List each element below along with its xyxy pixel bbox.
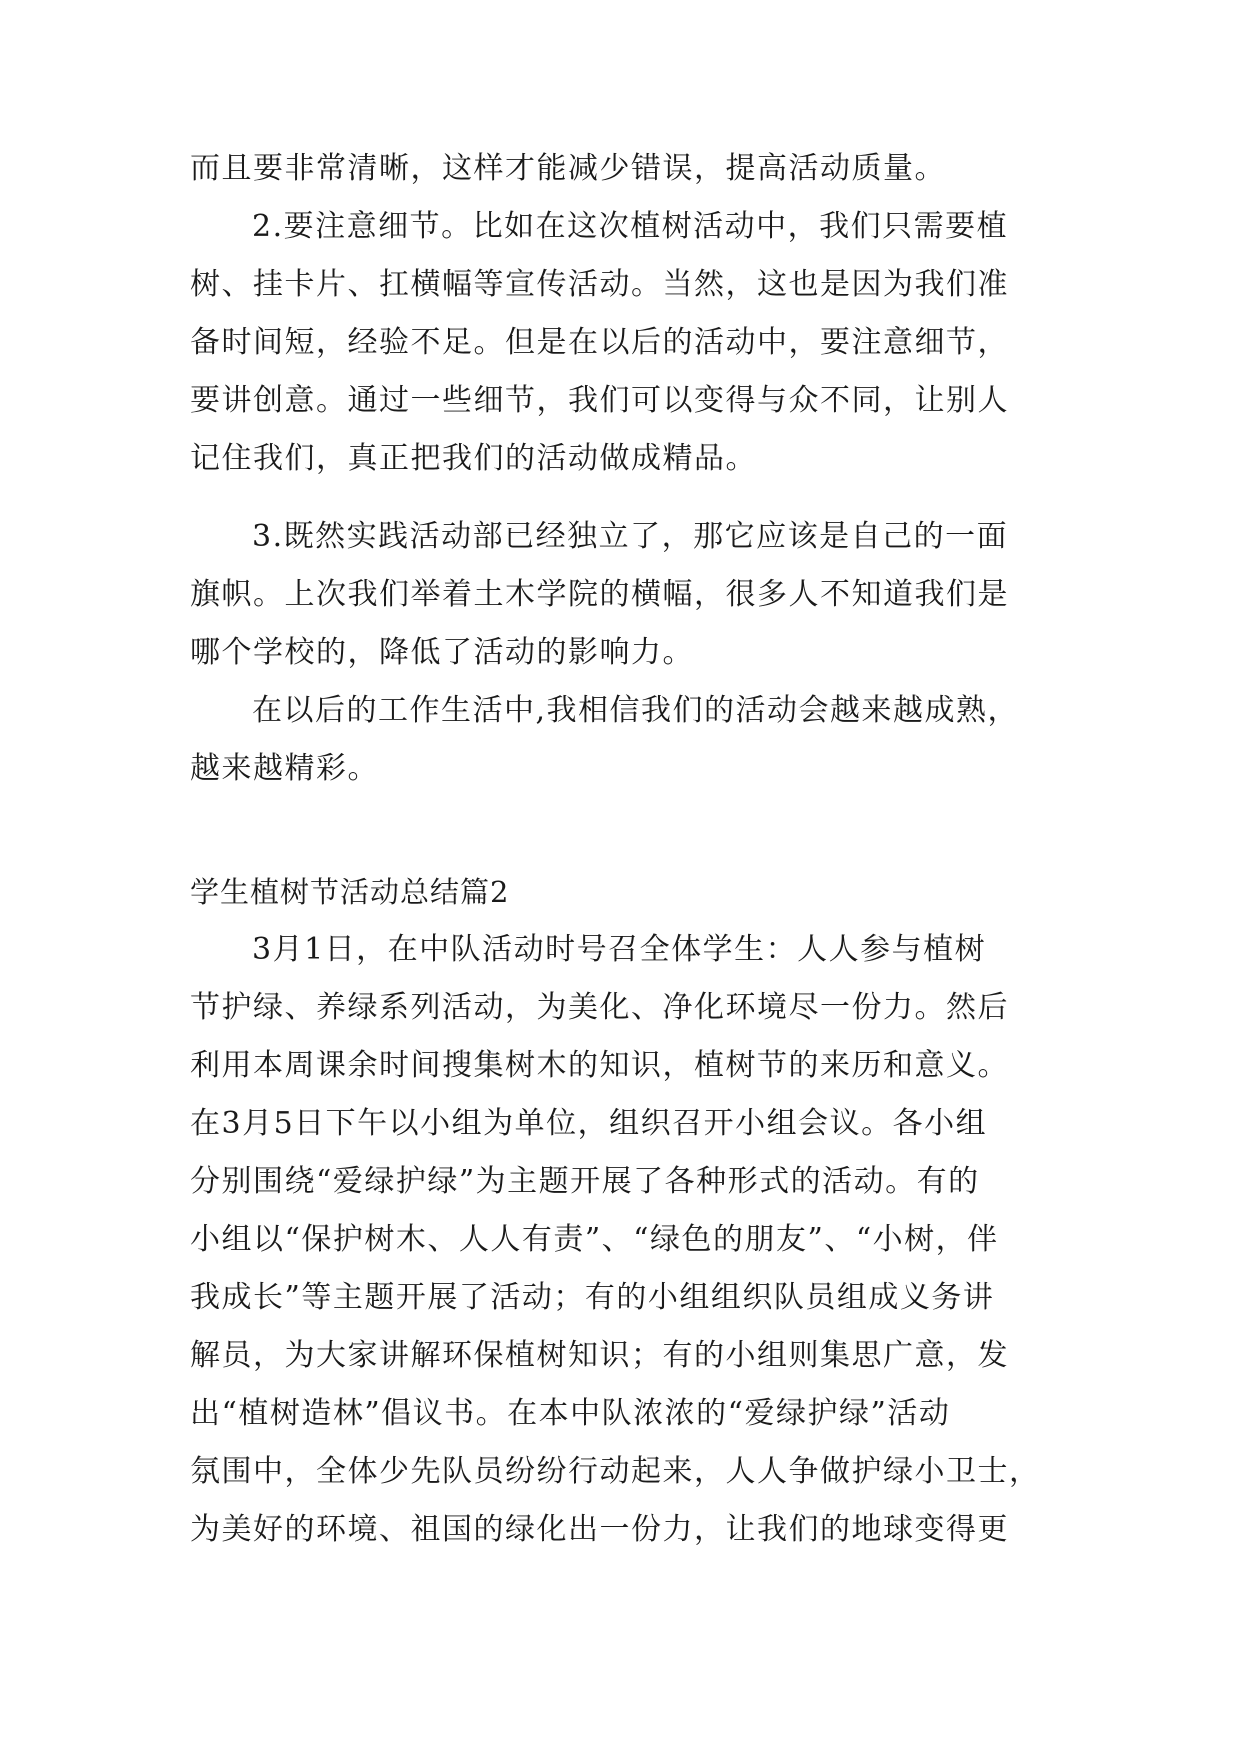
text-line: 节护绿、养绿系列活动，为美化、净化环境尽一份力。然后 xyxy=(190,990,1009,1025)
text-line: 3.既然实践活动部已经独立了，那它应该是自己的一面 xyxy=(252,519,1009,554)
text-line: 备时间短，经验不足。但是在以后的活动中，要注意细节， xyxy=(190,325,1009,360)
text-line: 哪个学校的，降低了活动的影响力。 xyxy=(190,635,694,670)
text-line: 为美好的环境、祖国的绿化出一份力，让我们的地球变得更 xyxy=(190,1512,1009,1547)
text-line: 我成长”等主题开展了活动；有的小组组织队员组成义务讲 xyxy=(190,1280,995,1315)
text-line: 在3月5日下午以小组为单位，组织召开小组会议。各小组 xyxy=(190,1106,988,1141)
text-line: 要讲创意。通过一些细节，我们可以变得与众不同，让别人 xyxy=(190,383,1009,418)
text-line: 分别围绕“爱绿护绿”为主题开展了各种形式的活动。有的 xyxy=(190,1164,980,1199)
text-line: 2.要注意细节。比如在这次植树活动中，我们只需要植 xyxy=(252,209,1009,244)
section-heading: 学生植树节活动总结篇2 xyxy=(190,875,510,909)
text-line: 在以后的工作生活中,我相信我们的活动会越来越成熟， xyxy=(252,693,1020,728)
text-line: 氛围中，全体少先队员纷纷行动起来，人人争做护绿小卫士， xyxy=(190,1454,1041,1489)
text-line: 3月1日，在中队活动时号召全体学生：人人参与植树 xyxy=(252,932,987,967)
text-line: 解员，为大家讲解环保植树知识；有的小组则集思广意，发 xyxy=(190,1338,1009,1373)
text-line: 而且要非常清晰，这样才能减少错误，提高活动质量。 xyxy=(190,151,946,186)
text-line: 出“植树造林”倡议书。在本中队浓浓的“爱绿护绿”活动 xyxy=(190,1396,951,1431)
text-line: 越来越精彩。 xyxy=(190,751,379,786)
text-line: 小组以“保护树木、人人有责”、“绿色的朋友”、“小树，伴 xyxy=(190,1222,999,1257)
text-line: 旗帜。上次我们举着土木学院的横幅，很多人不知道我们是 xyxy=(190,577,1009,612)
text-line: 利用本周课余时间搜集树木的知识，植树节的来历和意义。 xyxy=(190,1048,1009,1083)
text-line: 记住我们，真正把我们的活动做成精品。 xyxy=(190,441,757,476)
text-line: 树、挂卡片、扛横幅等宣传活动。当然，这也是因为我们准 xyxy=(190,267,1009,302)
